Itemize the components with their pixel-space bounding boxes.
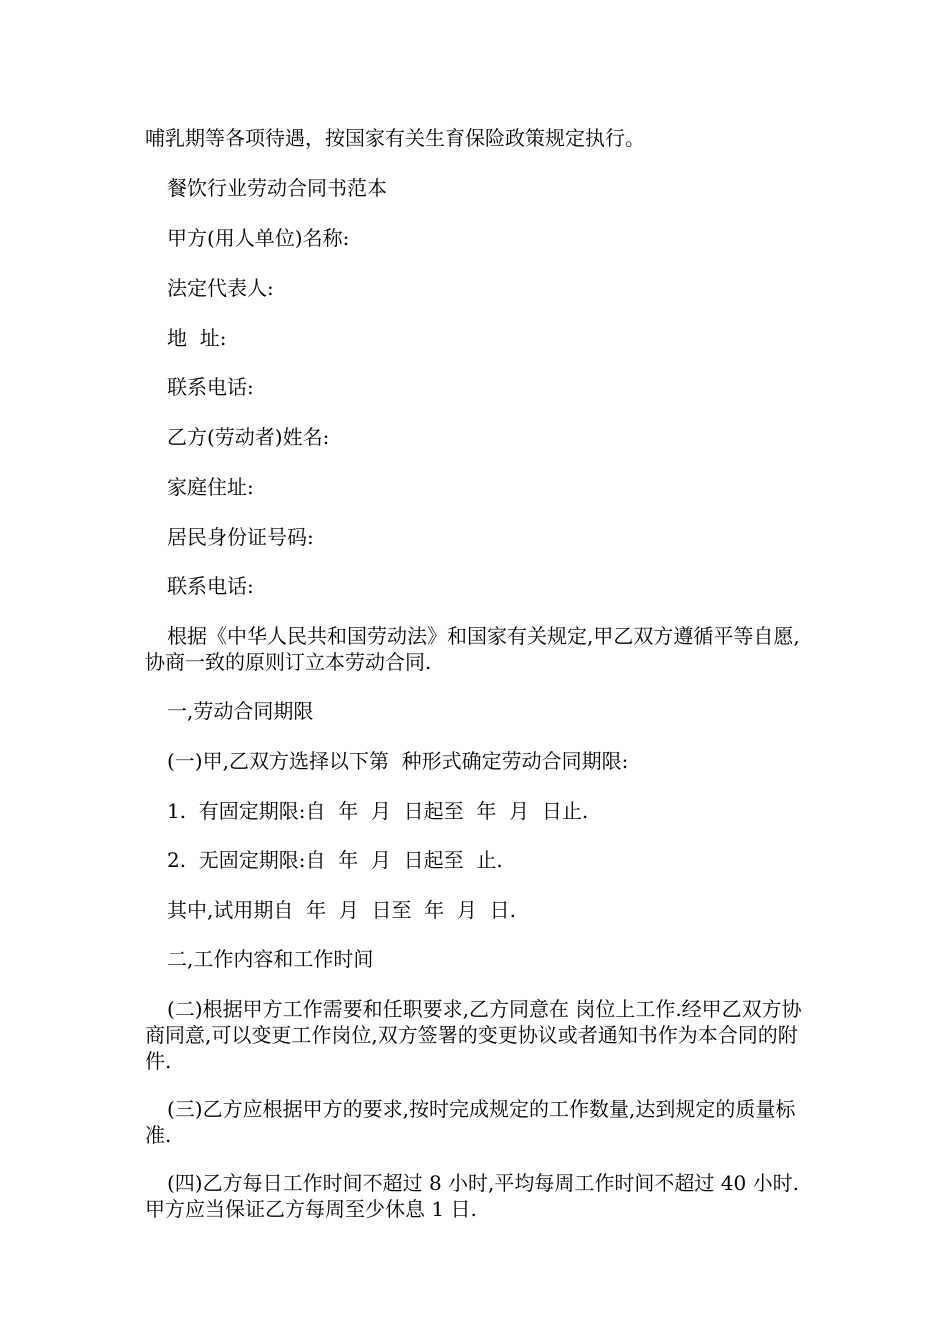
clause-position: (二)根据甲方工作需要和任职要求,乙方同意在 岗位上工作.经甲乙双方协商同意,可以变更工作岗位,双方签署的变更协议或者通知书作为本合同的附件. <box>145 997 802 1073</box>
paragraph-preamble: 根据《中华人民共和国劳动法》和国家有关规定,甲乙双方遵循平等自愿,协商一致的原则订立本劳动合同. <box>145 624 800 674</box>
field-employer-phone: 联系电话: <box>167 375 254 399</box>
field-employee-phone: 联系电话: <box>167 574 254 598</box>
clause-open-term: 2. 无固定期限:自 年 月 日起至 止. <box>167 848 503 872</box>
section-heading-term: 一,劳动合同期限 <box>167 699 314 723</box>
field-home-address: 家庭住址: <box>167 475 254 499</box>
field-address: 地 址: <box>167 326 227 350</box>
field-employer-name: 甲方(用人单位)名称: <box>167 226 350 250</box>
field-id-number: 居民身份证号码: <box>167 525 314 549</box>
clause-fixed-term: 1. 有固定期限:自 年 月 日起至 年 月 日止. <box>167 799 589 823</box>
field-employee-name: 乙方(劳动者)姓名: <box>167 425 330 449</box>
clause-quality: (三)乙方应根据甲方的要求,按时完成规定的工作数量,达到规定的质量标准. <box>145 1097 796 1147</box>
clause-probation: 其中,试用期自 年 月 日至 年 月 日. <box>167 898 517 922</box>
field-legal-representative: 法定代表人: <box>167 276 274 300</box>
paragraph-maternity-benefits: 哺乳期等各项待遇，按国家有关生育保险政策规定执行。 <box>145 126 645 150</box>
document-title: 餐饮行业劳动合同书范本 <box>167 176 387 200</box>
clause-term-choice: (一)甲,乙双方选择以下第 种形式确定劳动合同期限: <box>167 749 629 773</box>
section-heading-work: 二,工作内容和工作时间 <box>167 947 374 971</box>
clause-working-hours: (四)乙方每日工作时间不超过 8 小时,平均每周工作时间不超过 40 小时.甲方应当保证乙方每周至少休息 1 日. <box>145 1171 799 1221</box>
